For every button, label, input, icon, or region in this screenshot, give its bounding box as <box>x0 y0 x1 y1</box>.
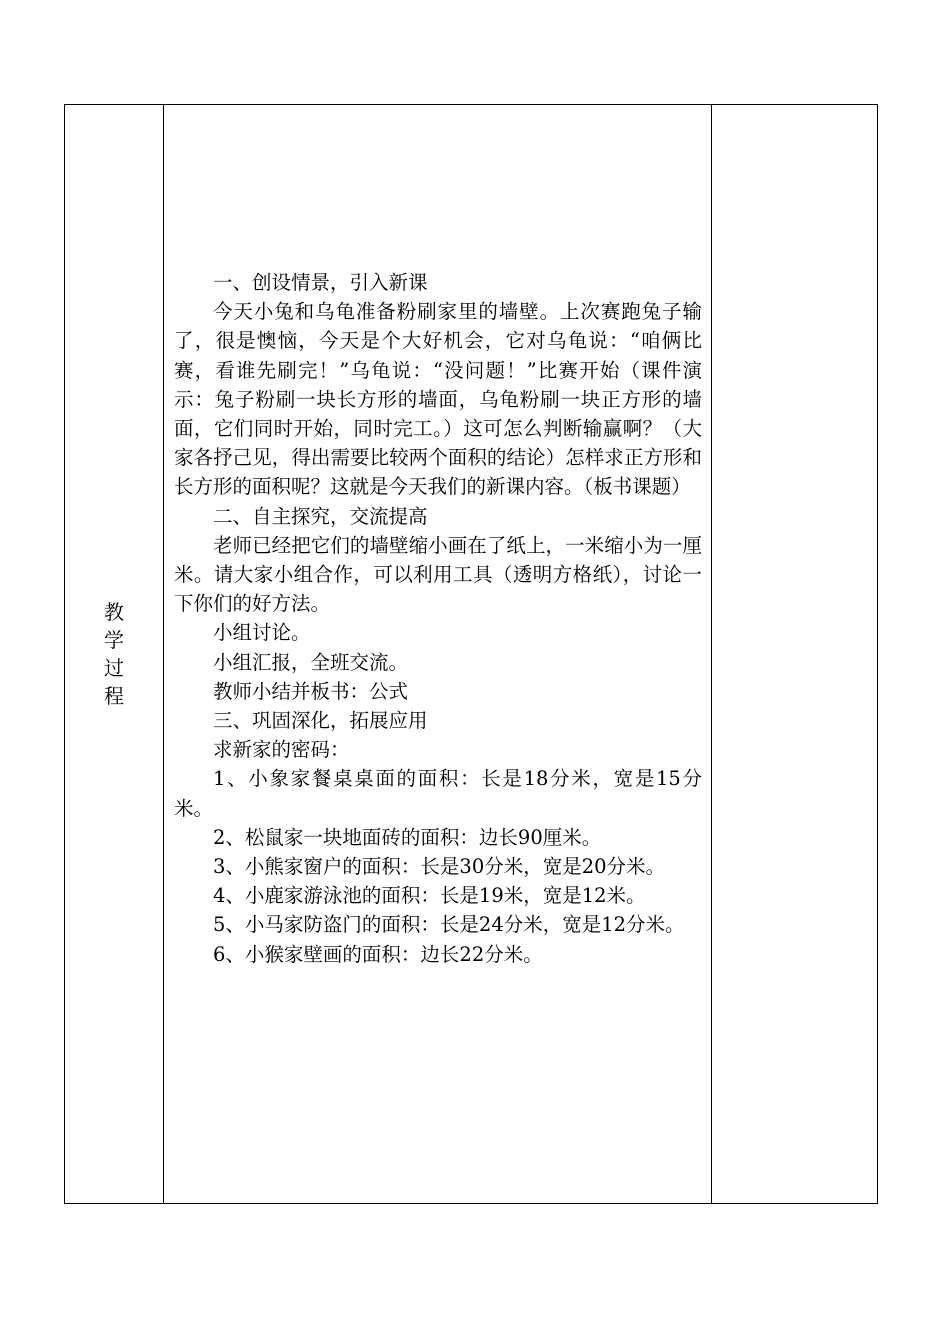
exercise-item: 5、小马家防盗门的面积：长是24分米，宽是12分米。 <box>213 913 685 937</box>
section-label-char: 过 <box>104 656 124 680</box>
paragraph-summary: 教师小结并板书：公式 <box>213 679 409 703</box>
section-label-char: 教 <box>104 600 124 624</box>
table-row <box>65 105 878 1204</box>
section-label-char: 学 <box>104 628 124 652</box>
section-label-char: 程 <box>104 684 124 708</box>
section-label-cell <box>65 105 164 1204</box>
lesson-plan-table <box>64 104 878 1204</box>
exercise-item: 2、松鼠家一块地面砖的面积：边长90厘米。 <box>213 825 602 849</box>
paragraph-discussion: 小组讨论。 <box>213 621 311 645</box>
lesson-content-cell <box>164 105 712 1204</box>
paragraph-group-work: 老师已经把它们的墙壁缩小画在了纸上，一米缩小为一厘米。请大家小组合作，可以利用工具（透明方格纸），讨论一下你们的好方法。 <box>174 533 702 616</box>
notes-cell <box>712 105 878 1204</box>
exercise-item: 1、小象家餐桌桌面的面积：长是18分米，宽是15分米。 <box>174 767 702 820</box>
exercise-item: 6、小猴家壁画的面积：边长22分米。 <box>213 942 543 966</box>
exercise-item: 4、小鹿家游泳池的面积：长是19米，宽是12米。 <box>213 884 646 908</box>
lesson-content <box>174 268 702 969</box>
heading-intro: 一、创设情景，引入新课 <box>213 271 428 294</box>
paragraph-report: 小组汇报，全班交流。 <box>213 650 409 674</box>
heading-practice: 三、巩固深化，拓展应用 <box>213 709 428 733</box>
exercise-item: 3、小熊家窗户的面积：长是30分米，宽是20分米。 <box>213 855 666 879</box>
paragraph-story: 今天小兔和乌龟准备粉刷家里的墙壁。上次赛跑兔子输了，很是懊恼，今天是个大好机会，它对乌龟说：“咱俩比赛，看谁先刷完！”乌龟说：“没问题！”比赛开始（课件演示：兔子粉刷一块长方形的墙面，乌龟粉刷一块正方形的墙面，它们同时开始，同时完工。）这可怎么判断输赢啊？（大家各抒己见，得出需要比较两个面积的结论）怎样求正方形和长方形的面积呢？这就是今天我们的新课内容。（板书课题） <box>174 300 702 499</box>
paragraph-password: 求新家的密码： <box>213 738 350 762</box>
heading-explore: 二、自主探究，交流提高 <box>213 504 428 528</box>
